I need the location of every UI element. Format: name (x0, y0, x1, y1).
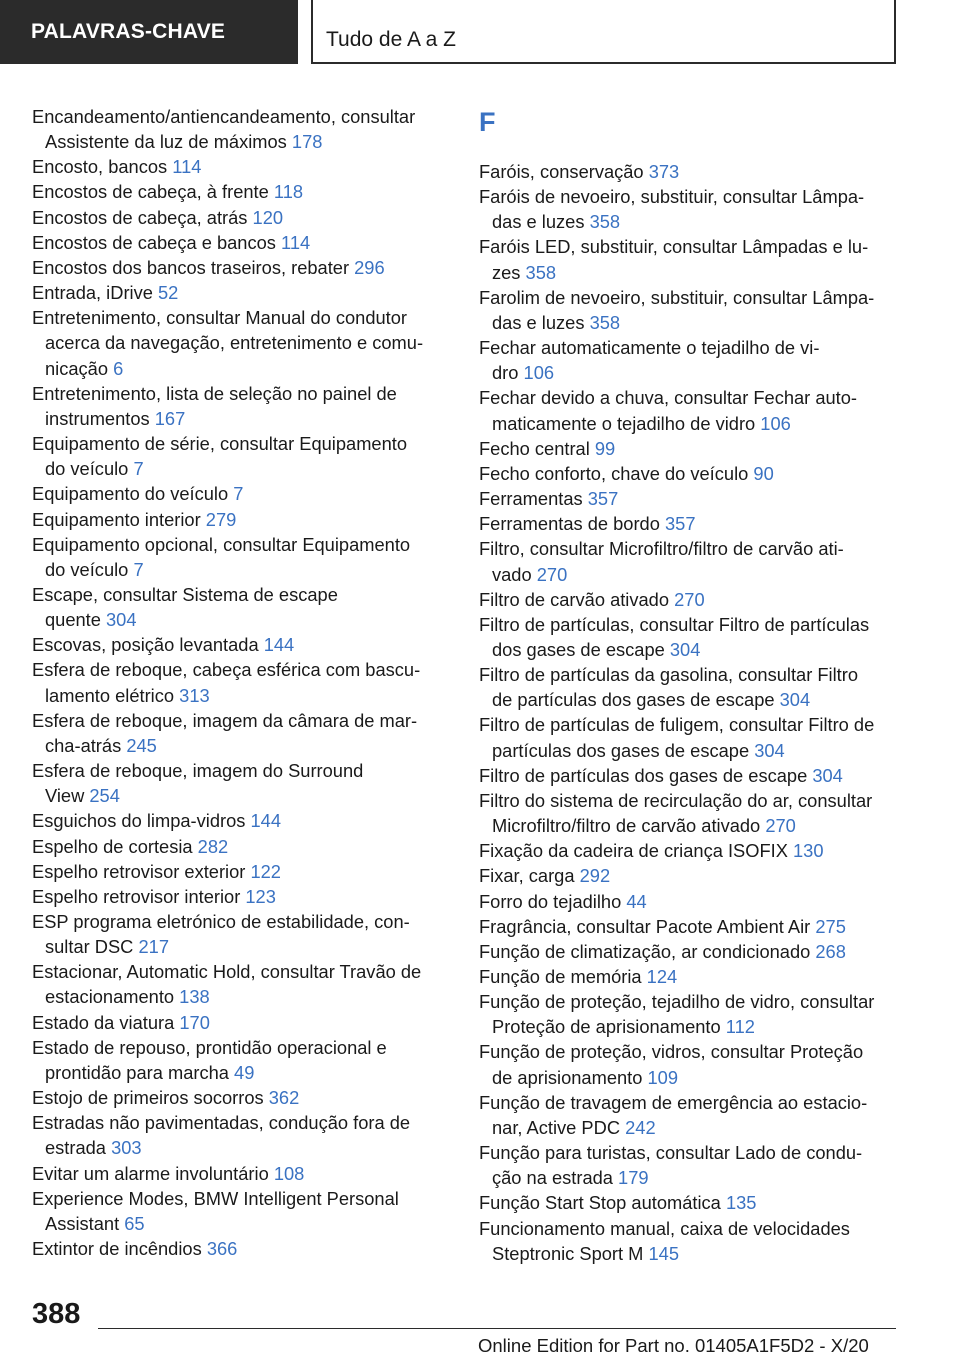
index-entry-text: Steptronic Sport M (492, 1242, 644, 1264)
index-entry-text: Fecho central (479, 437, 590, 459)
page-reference-link[interactable]: 135 (725, 1192, 757, 1214)
page-reference-link[interactable]: 357 (587, 488, 619, 510)
index-entry (32, 1085, 444, 1110)
index-entry-text: Escovas, posição levantada (32, 634, 259, 656)
index-entry (479, 385, 899, 435)
index-entry-text: maticamente o tejadilho de vidro (492, 412, 756, 434)
index-entry-text: Extintor de incêndios (32, 1238, 202, 1260)
index-entry (32, 632, 444, 657)
index-entry (479, 914, 899, 939)
index-entry (32, 255, 444, 280)
page-reference-link[interactable]: 144 (263, 634, 295, 656)
index-entry (479, 511, 899, 536)
section-tab-label: PALAVRAS-CHAVE (31, 20, 226, 43)
index-entry-text: Assistente da luz de máximos (45, 131, 287, 153)
page-reference-link[interactable]: 275 (815, 915, 846, 937)
section-letter: F (479, 107, 496, 137)
index-entry (32, 280, 444, 305)
page-reference-link[interactable]: 179 (618, 1167, 649, 1189)
index-entry (32, 179, 444, 204)
index-entry-text: Função de memória (479, 966, 642, 987)
index-entry-text: Esguichos do limpa-vidros (32, 810, 246, 832)
index-entry-text: dos gases de escape (492, 638, 665, 660)
index-entry (32, 909, 444, 959)
index-entries-right (479, 159, 899, 1266)
index-entry (32, 154, 444, 179)
page-reference-link[interactable]: 124 (646, 966, 678, 987)
index-entry (479, 662, 899, 712)
index-entry (479, 763, 899, 788)
index-entry-text: Fixação da cadeira de criança ISOFIX (479, 840, 788, 862)
page-reference-link[interactable]: 217 (138, 936, 169, 958)
index-entry-text: Filtro de partículas, consultar Filtro de partículas (479, 613, 870, 635)
index-entry-text: Fixar, carga (479, 865, 575, 887)
page-reference-link[interactable]: 130 (793, 840, 824, 862)
page-reference-link[interactable]: 254 (89, 785, 120, 807)
index-entry (479, 612, 899, 662)
page-reference-link[interactable]: 296 (354, 256, 385, 278)
index-entry (479, 486, 899, 511)
index-entry-text: Função de travagem de emergência ao estacio- (479, 1091, 868, 1113)
index-entry (32, 431, 444, 481)
page-reference-link[interactable]: 245 (126, 734, 157, 756)
page-reference-link[interactable]: 357 (664, 513, 696, 535)
index-entry-text: estrada (45, 1137, 106, 1159)
index-entry (479, 863, 899, 888)
page-reference-link[interactable]: 120 (252, 206, 284, 228)
index-entry-text: Ferramentas (479, 488, 583, 510)
page-reference-link[interactable]: 114 (172, 156, 202, 178)
index-entry (479, 184, 899, 234)
index-entry (479, 712, 899, 762)
index-entry-text: do veículo (45, 458, 129, 480)
section-tab (0, 0, 298, 64)
page-reference-link[interactable]: 118 (273, 181, 304, 203)
index-entry (479, 159, 899, 184)
page-reference-link[interactable]: 106 (760, 412, 791, 434)
index-entry (32, 959, 444, 1009)
index-entry-text: Filtro do sistema de recirculação do ar, consultar (479, 789, 873, 811)
index-entry-text: Faróis de nevoeiro, substituir, consultar Lâmpa- (479, 186, 865, 208)
index-column-left (32, 104, 444, 1261)
index-entry (32, 1110, 444, 1160)
page-reference-link[interactable]: 109 (647, 1066, 679, 1088)
index-entry (479, 964, 899, 989)
page-reference-link[interactable]: 270 (536, 563, 568, 585)
index-entry (32, 532, 444, 582)
index-entry-text: Microfiltro/filtro de carvão ativado (492, 815, 761, 837)
index-entry-text: de aprisionamento (492, 1066, 643, 1088)
index-entry-text: Faróis, conservação (479, 161, 644, 182)
index-entry-text: dro (492, 362, 519, 384)
index-entry-text: lamento elétrico (45, 684, 175, 706)
index-column-right (479, 104, 899, 1266)
index-entry-text: Encosto, bancos (32, 156, 168, 178)
page-reference-link[interactable]: 304 (669, 638, 701, 660)
page-reference-link[interactable]: 268 (815, 940, 846, 962)
index-entry-text: Esfera de reboque, cabeça esférica com bascu- (32, 659, 421, 681)
index-entry-text: Proteção de aprisionamento (492, 1016, 721, 1038)
page-reference-link[interactable]: 145 (648, 1242, 680, 1264)
page-reference-link[interactable]: 7 (133, 458, 144, 480)
index-entry (32, 708, 444, 758)
index-entry-text: Fragrância, consultar Pacote Ambient Air (479, 915, 811, 937)
index-entry-text: Encostos de cabeça, à frente (32, 181, 269, 203)
index-entry-text: estacionamento (45, 986, 175, 1008)
index-entry-text: Forro do tejadilho (479, 890, 622, 912)
index-entry-text: Estado de repouso, prontidão operacional e (32, 1036, 387, 1058)
page-reference-link[interactable]: 366 (206, 1238, 238, 1260)
page-reference-link[interactable]: 242 (625, 1116, 656, 1138)
index-entry (479, 1190, 899, 1215)
index-entry-text: instrumentos (45, 407, 150, 429)
index-entry-text: Estradas não pavimentadas, condução fora de (32, 1112, 411, 1134)
page-reference-link[interactable]: 270 (674, 588, 705, 610)
index-entry-text: Estacionar, Automatic Hold, consultar Travão de (32, 961, 422, 983)
index-entry-text: das e luzes (492, 211, 585, 233)
index-entry (479, 234, 899, 284)
index-entry (32, 1161, 444, 1186)
page-reference-link[interactable]: 170 (179, 1011, 210, 1033)
page-reference-link[interactable]: 44 (626, 890, 647, 912)
index-entry (32, 104, 444, 154)
index-entry (479, 889, 899, 914)
index-entry-text: Evitar um alarme involuntário (32, 1162, 269, 1184)
page-reference-link[interactable]: 358 (525, 261, 557, 283)
index-entry-text: Equipamento interior (32, 508, 201, 530)
index-entry-text: Faróis LED, substituir, consultar Lâmpadas e lu- (479, 236, 869, 258)
index-entry (32, 205, 444, 230)
index-entry-text: Filtro de partículas dos gases de escape (479, 764, 808, 786)
page-reference-link[interactable]: 99 (594, 437, 616, 459)
page-reference-link[interactable]: 114 (281, 231, 311, 253)
page-reference-link[interactable]: 138 (179, 986, 210, 1008)
index-entry-text: acerca da navegação, entretenimento e comu- (45, 332, 424, 354)
index-entry-text: prontidão para marcha (45, 1061, 229, 1083)
index-entry (32, 230, 444, 255)
index-entry-text: Esfera de reboque, imagem da câmara de mar- (32, 709, 418, 731)
page-reference-link[interactable]: 7 (233, 483, 244, 505)
page-reference-link[interactable]: 358 (589, 211, 621, 233)
index-entry-text: Filtro de partículas da gasolina, consultar Filtro (479, 664, 859, 686)
index-entry (479, 461, 899, 486)
index-entry-text: Função para turistas, consultar Lado de condu- (479, 1142, 863, 1164)
page-reference-link[interactable]: 108 (273, 1162, 305, 1184)
index-entry (32, 1035, 444, 1085)
index-entry-text: Filtro de carvão ativado (479, 588, 670, 610)
index-entry-text: zes (492, 261, 521, 283)
index-entry (479, 1039, 899, 1089)
index-entry-text: Entretenimento, lista de seleção no painel de (32, 382, 397, 404)
index-entry (32, 1010, 444, 1035)
page-reference-link[interactable]: 358 (589, 311, 621, 333)
page-reference-link[interactable]: 292 (579, 865, 611, 887)
index-entry (479, 1090, 899, 1140)
page-number: 388 (32, 1298, 81, 1330)
index-entry (479, 788, 899, 838)
index-entry-text: Encandeamento/antiencandeamento, consultar (32, 106, 416, 127)
index-entry-text: Filtro de partículas de fuligem, consultar Filtro de (479, 714, 875, 736)
index-entry-text: Fecho conforto, chave do veículo (479, 462, 749, 484)
index-entry-text: Entrada, iDrive (32, 282, 153, 304)
page-reference-link[interactable]: 6 (113, 357, 124, 379)
index-entry (479, 1216, 899, 1266)
index-entry-text: Fechar devido a chuva, consultar Fechar auto- (479, 387, 858, 409)
page-reference-link[interactable]: 282 (197, 835, 229, 857)
page-reference-link[interactable]: 167 (154, 407, 186, 429)
index-entry-text: Encostos dos bancos traseiros, rebater (32, 256, 350, 278)
index-entry (479, 939, 899, 964)
page-reference-link[interactable]: 313 (179, 684, 210, 706)
index-entry-text: Espelho retrovisor interior (32, 885, 241, 907)
page-reference-link[interactable]: 123 (245, 885, 276, 907)
index-entry-text: ESP programa eletrónico de estabilidade, con- (32, 911, 410, 932)
index-entry (32, 481, 444, 506)
page-reference-link[interactable]: 304 (106, 609, 137, 631)
index-entry (32, 657, 444, 707)
index-entry (479, 989, 899, 1039)
index-entry (32, 507, 444, 532)
page-reference-link[interactable]: 52 (158, 282, 179, 304)
index-entry-text: Esfera de reboque, imagem do Surround (32, 760, 364, 782)
page-reference-link[interactable]: 90 (753, 462, 774, 484)
index-entry-text: Função Start Stop automática (479, 1192, 721, 1214)
index-entry (32, 305, 444, 380)
index-entry (32, 808, 444, 833)
index-entry-text: cha-atrás (45, 734, 122, 756)
index-entry-text: das e luzes (492, 311, 585, 333)
index-entry-text: Filtro, consultar Microfiltro/filtro de carvão ati- (479, 538, 844, 560)
index-entry-text: Equipamento de série, consultar Equipamento (32, 433, 407, 455)
index-entry-text: Espelho retrovisor exterior (32, 860, 246, 882)
page-reference-link[interactable]: 279 (205, 508, 237, 530)
page-reference-link[interactable]: 144 (250, 810, 281, 832)
index-entry (32, 758, 444, 808)
index-entry (479, 587, 899, 612)
index-entry (32, 1186, 444, 1236)
index-entry-text: do veículo (45, 558, 129, 580)
index-entry-text: View (45, 785, 85, 807)
index-entry-text: Encostos de cabeça, atrás (32, 206, 248, 228)
edition-text: Online Edition for Part no. 01405A1F5D2 - X/20 (478, 1335, 869, 1356)
index-entry-text: Encostos de cabeça e bancos (32, 231, 276, 253)
index-entry-text: Entretenimento, consultar Manual do condutor (32, 307, 407, 329)
page-reference-link[interactable]: 303 (111, 1137, 142, 1159)
footer-divider (98, 1328, 896, 1329)
page-reference-link[interactable]: 49 (234, 1061, 255, 1083)
index-entry-text: vado (492, 563, 532, 585)
index-entry-text: quente (45, 609, 101, 631)
index-entry-text: Funcionamento manual, caixa de velocidades (479, 1217, 850, 1239)
index-entry-text: partículas dos gases de escape (492, 739, 750, 761)
index-entry-text: Ferramentas de bordo (479, 513, 660, 535)
index-entry (479, 1140, 899, 1190)
page-reference-link[interactable]: 270 (765, 815, 796, 837)
page-reference-link[interactable]: 7 (133, 558, 144, 580)
index-entry (32, 859, 444, 884)
index-entry-text: Função de proteção, tejadilho de vidro, consultar (479, 991, 875, 1013)
index-entry (32, 884, 444, 909)
index-entry-text: Assistant (45, 1212, 120, 1234)
index-entry-text: Experience Modes, BMW Intelligent Personal (32, 1187, 399, 1209)
index-entry-text: Equipamento opcional, consultar Equipamento (32, 533, 411, 555)
index-entry-text: Espelho de cortesia (32, 835, 193, 857)
page-reference-link[interactable]: 373 (648, 161, 680, 182)
index-entry-text: Escape, consultar Sistema de escape (32, 583, 338, 605)
page-reference-link[interactable]: 304 (812, 764, 843, 786)
index-entry (479, 536, 899, 586)
index-entry (479, 335, 899, 385)
page-reference-link[interactable]: 362 (268, 1087, 300, 1109)
header-title: Tudo de A a Z (326, 28, 456, 51)
index-entry-text: Estado da viatura (32, 1011, 175, 1033)
index-entry (479, 838, 899, 863)
page-reference-link[interactable]: 178 (291, 131, 323, 153)
index-entry-text: Função de climatização, ar condicionado (479, 940, 811, 962)
index-entry-text: nar, Active PDC (492, 1116, 621, 1138)
index-entry (479, 285, 899, 335)
page-reference-link[interactable]: 65 (124, 1212, 145, 1234)
page-reference-link[interactable]: 122 (250, 860, 281, 882)
index-entry-text: nicação (45, 357, 109, 379)
page-reference-link[interactable]: 106 (523, 362, 555, 384)
index-entry (32, 834, 444, 859)
index-entry-text: de partículas dos gases de escape (492, 689, 775, 711)
index-entry-text: Função de proteção, vidros, consultar Proteção (479, 1041, 864, 1063)
index-entry (32, 582, 444, 632)
page-reference-link[interactable]: 112 (725, 1016, 755, 1038)
index-entry-text: Fechar automaticamente o tejadilho de vi- (479, 337, 820, 359)
index-entry-text: Farolim de nevoeiro, substituir, consultar Lâmpa- (479, 286, 875, 308)
index-entry-text: Estojo de primeiros socorros (32, 1087, 264, 1109)
page-reference-link[interactable]: 304 (754, 739, 785, 761)
index-entry (479, 436, 899, 461)
index-entry-text: ção na estrada (492, 1167, 613, 1189)
index-entry (32, 1236, 444, 1261)
page-reference-link[interactable]: 304 (779, 689, 811, 711)
index-entry-text: Equipamento do veículo (32, 483, 229, 505)
index-entry-text: sultar DSC (45, 936, 134, 958)
index-entry (32, 381, 444, 431)
